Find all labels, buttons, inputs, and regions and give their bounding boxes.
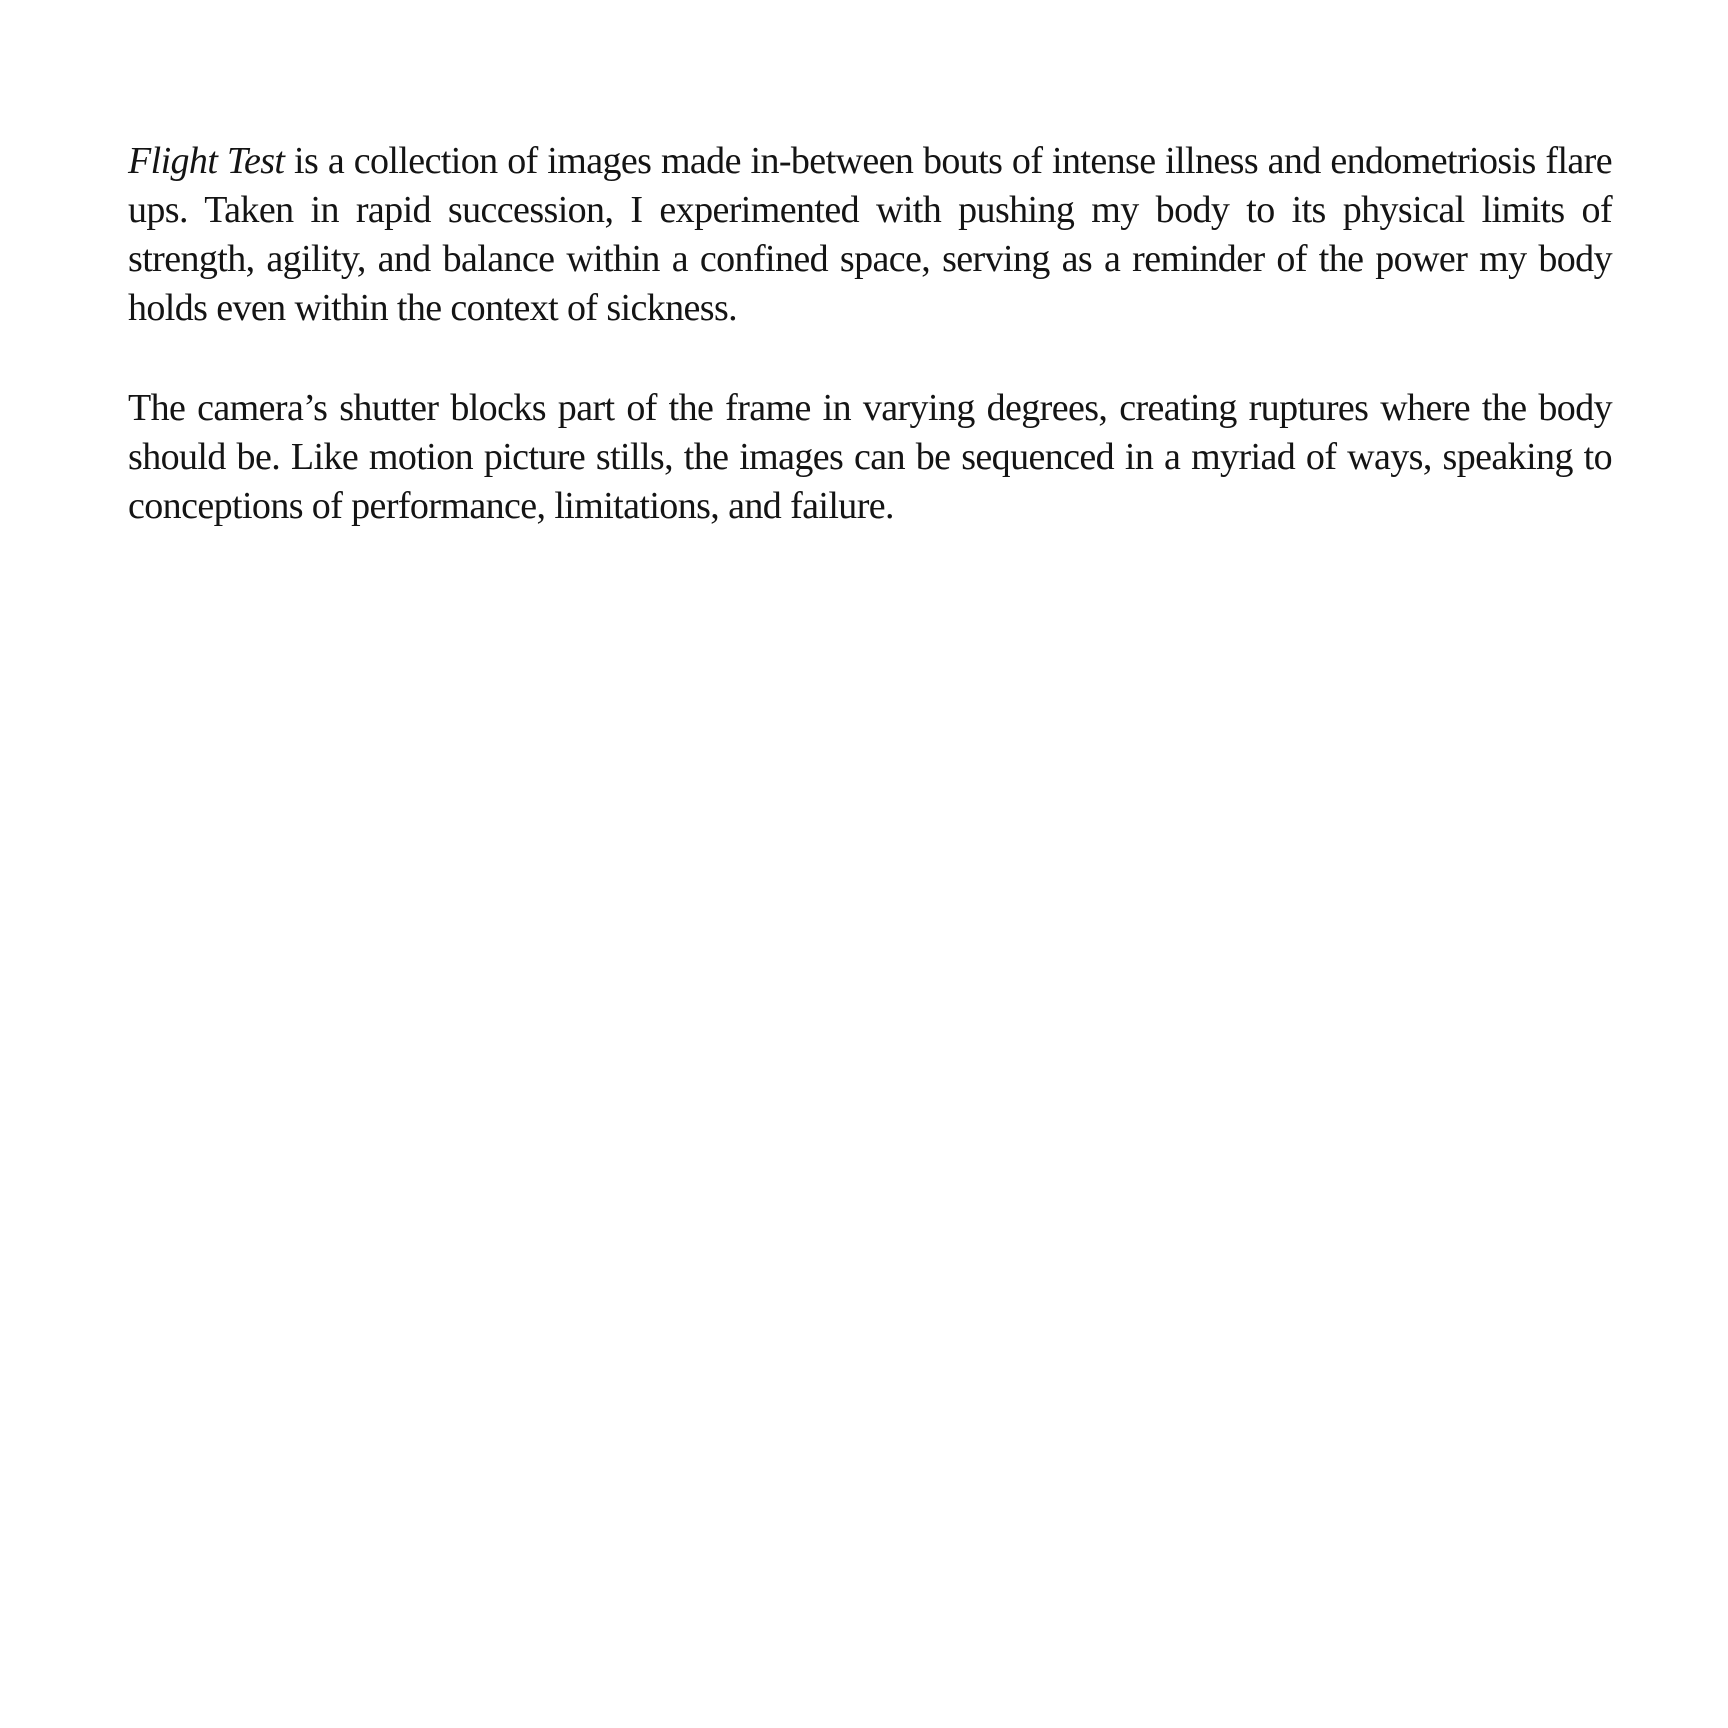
paragraph-2-text: The camera’s shutter blocks part of the frame in varying degrees, creating ruptures where the body should be. Like motion picture stills, the images can be sequenced in a myriad of ways, speaking to conceptions of performance, limitations, and failure. [128,387,1612,527]
statement-paragraph-2 [128,384,1612,531]
statement-paragraph-1 [128,137,1612,333]
artist-statement [128,137,1612,531]
project-title: Flight Test [128,140,285,182]
paragraph-1-text: is a collection of images made in-between bouts of intense illness and endometriosis flare ups. Taken in rapid succession, I experimented with pushing my body to its physical limits of strength, agility, and balance within a confined space, serving as a reminder of the power my body holds even within the context of sickness. [128,140,1612,329]
